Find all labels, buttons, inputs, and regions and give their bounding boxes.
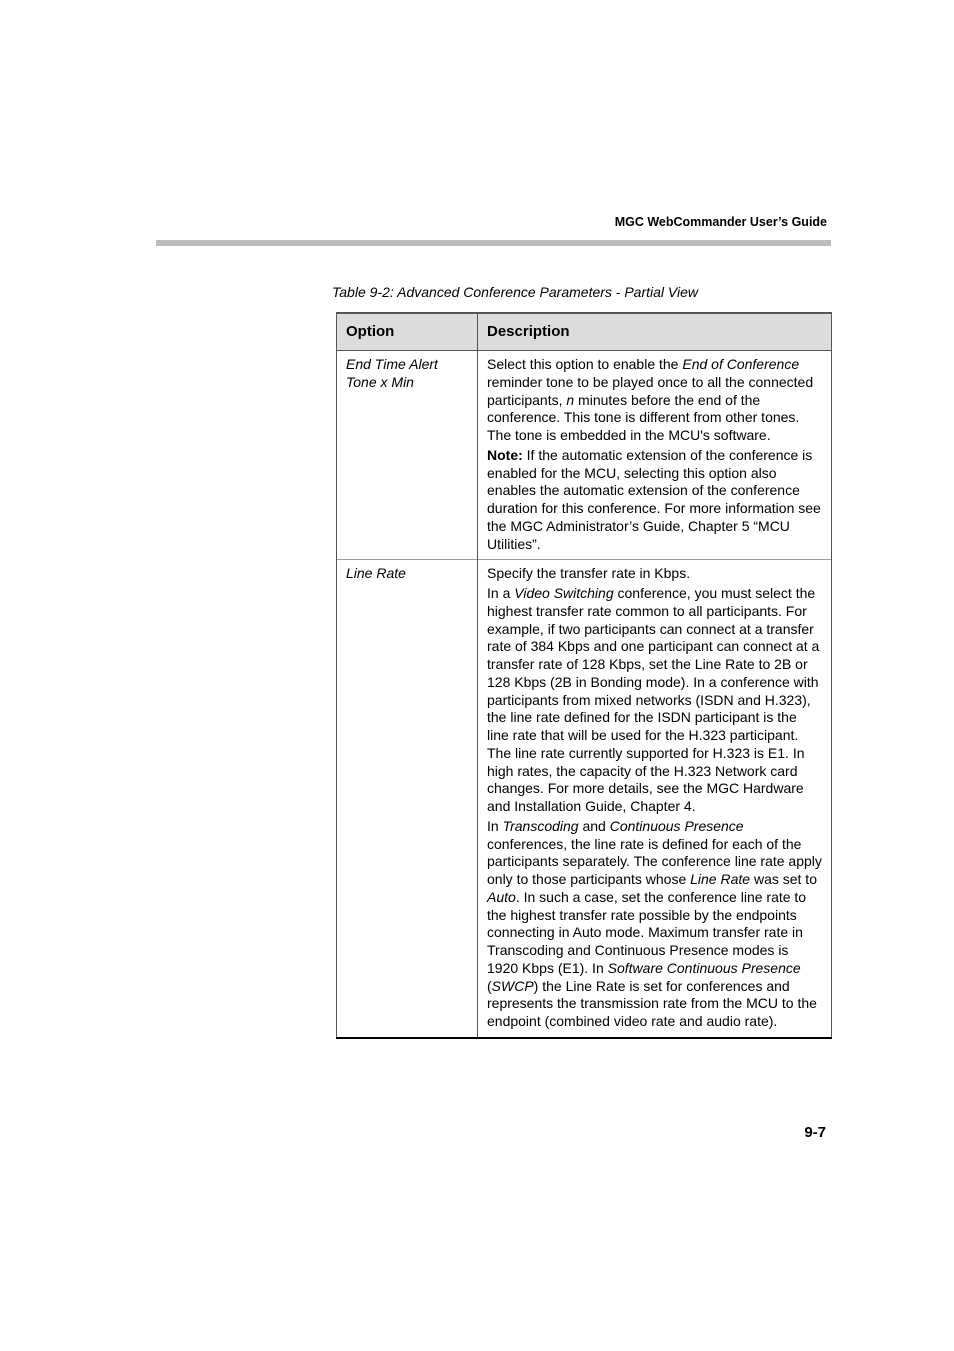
emphasis-text: Line Rate: [690, 871, 751, 887]
text-run: If the automatic extension of the conference is enabled for the MCU, selecting this option also enables the automatic extension of the conference duration for this conference. For more information see the MGC Administrator’s Guide, Chapter 5 “MCU Utilities”.: [487, 446, 821, 552]
table-header-row: [337, 313, 832, 351]
option-cell-line-rate: Line Rate: [337, 560, 478, 1038]
emphasis-text: Software Continuous Presence: [607, 959, 801, 976]
text-run: In a: [487, 585, 515, 601]
table-row: [337, 351, 832, 560]
text-run: Select this option to enable the: [487, 356, 683, 372]
column-header-option: Option: [337, 313, 478, 351]
emphasis-text: Continuous Presence: [609, 817, 744, 834]
text-run: conference, you must select the highest transfer rate common to all participants. For example, if two participants can connect at a transfer rate of 384 Kbps and one participant can connect at a transfer rate of 128 Kbps, set the Line Rate to 2B or 128 Kbps (2B in Bonding mode). In a conference with participants from mixed networks (ISDN and H.323), the line rate defined for the ISDN participant is the line rate that will be used for the H.323 participant. The line rate currently supported for H.323 is E1. In high rates, the capacity of the H.323 Network card changes. For more details, see the MGC Hardware and Installation Guide, Chapter 4.: [487, 585, 820, 814]
text-run: minutes before the end of the conference. This tone is different from other tones. The tone is embedded in the MCU's software.: [487, 391, 800, 443]
advanced-parameters-table: [336, 312, 832, 1039]
emphasis-text: Video Switching: [514, 585, 614, 601]
text-run: (: [487, 977, 492, 994]
emphasis-text: SWCP: [491, 977, 534, 994]
running-header-title: MGC WebCommander User’s Guide: [614, 215, 827, 229]
description-paragraph: [487, 356, 822, 445]
header-divider: [156, 240, 831, 246]
text-run: . In such a case, set the conference line rate to the highest transfer rate possible by the endpoints connecting in Auto mode. Maximum transfer rate in Transcoding and Continuous Presence modes is 1920 Kbps (E1). In: [487, 888, 807, 976]
option-text: Tone x Min: [346, 373, 414, 390]
text-run: ) the Line Rate is set for conferences and represents the transmission rate from the MCU to the endpoint (combined video rate and audio rate).: [487, 977, 817, 1029]
column-header-description: Description: [478, 313, 832, 351]
description-paragraph: Specify the transfer rate in Kbps.: [487, 565, 691, 582]
page-number: 9-7: [804, 1124, 826, 1141]
text-run: In: [487, 817, 503, 834]
option-cell-end-time-alert: [337, 351, 478, 560]
option-text: End Time Alert: [346, 356, 438, 372]
emphasis-text: End of Conference: [682, 356, 800, 372]
description-paragraph: [487, 818, 822, 1031]
emphasis-text: Transcoding: [502, 817, 579, 834]
note-paragraph: [487, 447, 822, 554]
table-caption: Table 9-2: Advanced Conference Parameters - Partial View: [332, 284, 699, 300]
text-run: reminder tone to be played once to all the connected participants,: [487, 373, 814, 408]
description-cell-line-rate: [478, 560, 832, 1038]
text-run: was set to: [750, 871, 817, 887]
note-label: Note:: [487, 446, 523, 463]
description-cell-end-time-alert: [478, 351, 832, 560]
text-run: and: [578, 817, 610, 834]
emphasis-text: Auto: [487, 888, 516, 905]
emphasis-text: n: [566, 391, 575, 408]
description-paragraph: [487, 585, 822, 816]
table-row: [337, 560, 832, 1038]
text-run: conferences, the line rate is defined for each of the participants separately. The conference line rate apply only to those participants whose: [487, 835, 822, 887]
